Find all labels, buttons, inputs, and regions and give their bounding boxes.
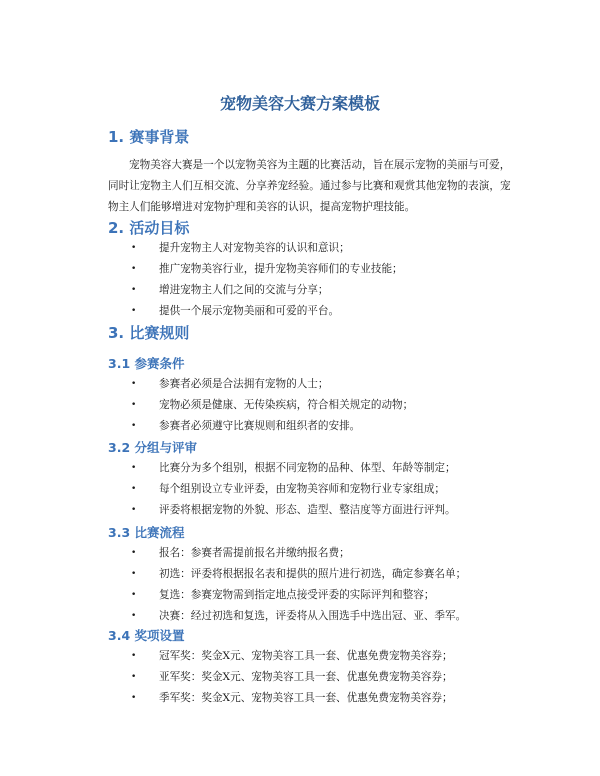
awards-list	[0, 646, 453, 709]
bullet-icon: •	[131, 548, 137, 558]
bullet-icon: •	[131, 672, 137, 682]
bullet-icon: •	[131, 264, 137, 274]
bullet-icon: •	[131, 590, 137, 600]
list-item: • 亚军奖：奖金X元、宠物美容工具一套、优惠免费宠物美容券；	[0, 667, 453, 688]
list-item: • 增进宠物主人们之间的交流与分享；	[0, 280, 403, 301]
list-item: • 推广宠物美容行业，提升宠物美容师们的专业技能；	[0, 259, 403, 280]
bullet-icon: •	[131, 463, 137, 473]
list-item: • 参赛者必须遵守比赛规则和组织者的安排。	[0, 416, 413, 437]
bullet-icon: •	[131, 569, 137, 579]
list-item: • 季军奖：奖金X元、宠物美容工具一套、优惠免费宠物美容券；	[0, 688, 453, 709]
bullet-icon: •	[131, 400, 137, 410]
subsection-heading-awards: 3.4 奖项设置	[108, 628, 185, 643]
section-heading-goals: 2. 活动目标	[108, 219, 190, 237]
list-item: • 宠物必须是健康、无传染疾病，符合相关规定的动物；	[0, 395, 413, 416]
list-item: • 报名：参赛者需提前报名并缴纳报名费；	[0, 543, 466, 564]
list-item: • 初选：评委将根据报名表和提供的照片进行初选，确定参赛名单；	[0, 564, 466, 585]
bullet-icon: •	[131, 693, 137, 703]
bullet-icon: •	[131, 651, 137, 661]
list-item: • 冠军奖：奖金X元、宠物美容工具一套、优惠免费宠物美容券；	[0, 646, 453, 667]
bullet-icon: •	[131, 379, 137, 389]
subsection-heading-process: 3.3 比赛流程	[108, 525, 185, 540]
list-item: • 评委将根据宠物的外貌、形态、造型、整洁度等方面进行评判。	[0, 500, 456, 521]
list-item: • 提供一个展示宠物美丽和可爱的平台。	[0, 301, 403, 322]
document-title: 宠物美容大赛方案模板	[219, 94, 380, 113]
bullet-icon: •	[131, 285, 137, 295]
list-item: • 提升宠物主人对宠物美容的认识和意识；	[0, 238, 403, 259]
process-list	[0, 543, 466, 627]
list-item: • 复选：参赛宠物需到指定地点接受评委的实际评判和整容；	[0, 585, 466, 606]
list-item: • 每个组别设立专业评委，由宠物美容师和宠物行业专家组成；	[0, 479, 456, 500]
subsection-heading-grouping: 3.2 分组与评审	[108, 440, 197, 455]
bullet-icon: •	[131, 421, 137, 431]
grouping-list	[0, 458, 456, 521]
bullet-icon: •	[131, 306, 137, 316]
section-heading-background: 1. 赛事背景	[108, 128, 190, 146]
section-heading-rules: 3. 比赛规则	[108, 324, 190, 342]
bullet-icon: •	[131, 484, 137, 494]
bullet-icon: •	[131, 243, 137, 253]
bullet-icon: •	[131, 505, 137, 515]
list-item: • 决赛：经过初选和复选，评委将从入围选手中选出冠、亚、季军。	[0, 606, 466, 627]
background-paragraph: 宠物美容大赛是一个以宠物美容为主题的比赛活动，旨在展示宠物的美丽与可爱，同时让宠物主人们互相交流、分享养宠经验。通过参与比赛和观赏其他宠物的表演，宠物主人们能够增进对宠物护理和美容的认识，提高宠物护理技能。	[108, 159, 511, 213]
goals-list	[0, 238, 403, 322]
subsection-heading-eligibility: 3.1 参赛条件	[108, 356, 185, 371]
list-item: • 比赛分为多个组别，根据不同宠物的品种、体型、年龄等制定；	[0, 458, 456, 479]
list-item: • 参赛者必须是合法拥有宠物的人士；	[0, 374, 413, 395]
bullet-icon: •	[131, 611, 137, 621]
eligibility-list	[0, 374, 413, 437]
